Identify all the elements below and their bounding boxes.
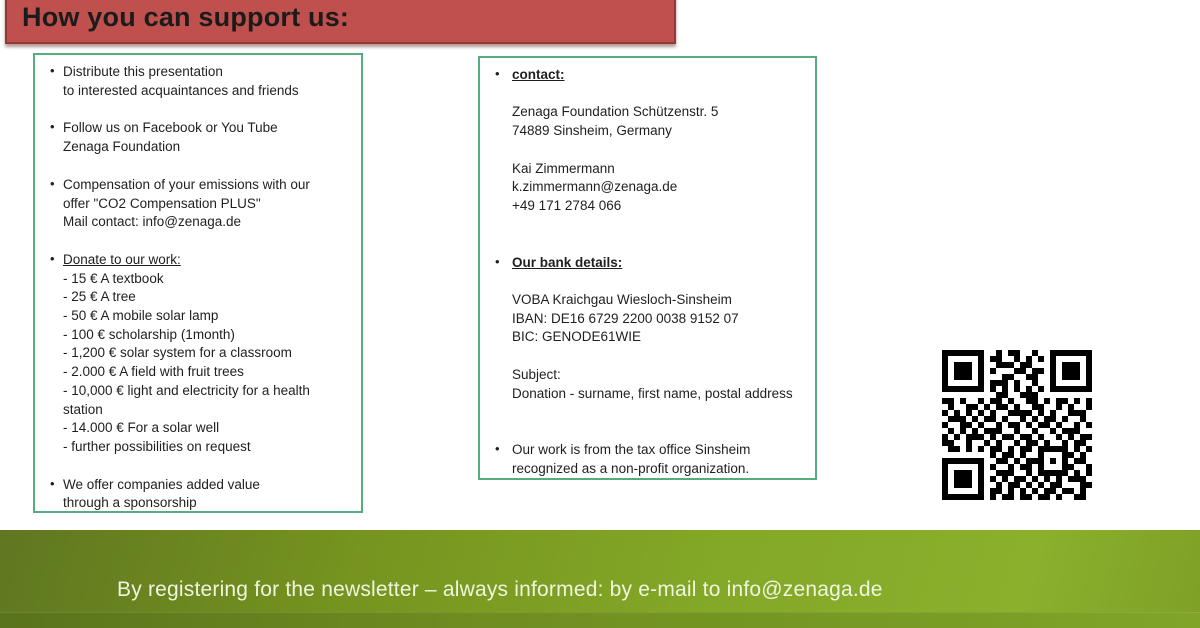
qr-module <box>966 482 972 488</box>
qr-module <box>966 374 972 380</box>
qr-module <box>1086 434 1092 440</box>
item-line: Follow us on Facebook or You Tube <box>63 120 278 136</box>
item-line: - further possibilities on request <box>63 438 251 454</box>
bullet-item <box>493 66 809 216</box>
item-line: to interested acquaintances and friends <box>63 82 299 98</box>
qr-module <box>1086 482 1092 488</box>
qr-module <box>954 434 960 440</box>
item-line: Distribute this presentation <box>63 64 223 79</box>
item-line: IBAN: DE16 6729 2200 0038 9152 07 <box>512 310 739 326</box>
qr-module <box>954 446 960 452</box>
qr-module <box>1026 446 1032 452</box>
item-line: We offer companies added value <box>63 476 260 492</box>
bullet-icon: • <box>50 175 55 191</box>
item-heading: Our bank details: <box>512 254 623 270</box>
bullet-icon: • <box>495 441 500 457</box>
qr-module <box>1044 494 1050 500</box>
qr-module <box>1062 416 1068 422</box>
qr-module <box>990 494 996 500</box>
qr-module <box>1074 398 1080 404</box>
item-line: through a sponsorship <box>63 495 197 511</box>
bullet-icon: • <box>50 475 55 491</box>
item-line: Compensation of your emissions with our <box>63 176 310 192</box>
item-line: +49 171 2784 066 <box>512 197 622 213</box>
item-line <box>512 272 809 291</box>
qr-module <box>1086 404 1092 410</box>
qr-module <box>978 446 984 452</box>
footer-newsletter-text: By registering for the newsletter – always informed: by e-mail to info@zenaga.de <box>117 578 883 601</box>
bullet-icon: • <box>50 119 55 135</box>
item-line: - 15 € A textbook <box>63 270 164 286</box>
bullet-icon: • <box>50 63 55 78</box>
item-line: 74889 Sinsheim, Germany <box>512 123 672 139</box>
qr-module <box>1086 446 1092 452</box>
qr-module <box>978 386 984 392</box>
qr-module <box>1044 398 1050 404</box>
bullet-content <box>63 176 355 232</box>
bullet-icon: • <box>495 66 500 81</box>
item-line: - 14.000 € For a solar well <box>63 420 220 436</box>
bullet-content <box>63 119 355 156</box>
qr-module <box>1038 356 1044 362</box>
qr-code <box>942 350 1092 500</box>
qr-module <box>1086 470 1092 476</box>
page-title: How you can support us: <box>22 1 350 32</box>
item-line: Zenaga Foundation <box>63 139 181 155</box>
item-line: Donation - surname, first name, postal address <box>512 385 793 401</box>
bullet-item <box>493 254 809 404</box>
title-bar <box>5 0 676 44</box>
item-line: Zenaga Foundation Schützenstr. 5 <box>512 104 719 120</box>
item-heading: contact: <box>512 67 565 82</box>
qr-module <box>978 494 984 500</box>
bullet-item <box>48 251 355 457</box>
item-line: - 1,200 € solar system for a classroom <box>63 345 292 361</box>
item-line: - 2.000 € A field with fruit trees <box>63 364 244 380</box>
qr-module <box>1056 404 1062 410</box>
qr-module <box>1080 494 1086 500</box>
left-box <box>33 53 363 513</box>
item-line <box>512 141 809 160</box>
bullet-icon: • <box>50 250 55 266</box>
qr-module <box>1008 494 1014 500</box>
item-line: recognized as a non-profit organization. <box>512 460 750 476</box>
bullet-item <box>493 441 809 478</box>
item-line: BIC: GENODE61WIE <box>512 329 642 345</box>
bullet-item <box>48 119 355 156</box>
footer-bottom-strip <box>0 612 1200 628</box>
bullet-item <box>48 63 355 100</box>
item-line: - 50 € A mobile solar lamp <box>63 308 219 324</box>
item-line: - 10,000 € light and electricity for a health <box>63 382 310 398</box>
qr-module <box>1026 494 1032 500</box>
item-line: k.zimmermann@zenaga.de <box>512 179 678 195</box>
qr-module <box>1050 458 1056 464</box>
qr-module <box>1038 386 1044 392</box>
item-line: offer "CO2 Compensation PLUS" <box>63 195 261 211</box>
item-line: Subject: <box>512 366 561 382</box>
item-line: - 100 € scholarship (1month) <box>63 326 235 342</box>
item-heading: Donate to our work: <box>63 251 181 267</box>
item-line: - 25 € A tree <box>63 289 136 305</box>
qr-module <box>1074 374 1080 380</box>
qr-module <box>1038 368 1044 374</box>
item-line: VOBA Kraichgau Wiesloch-Sinsheim <box>512 292 732 308</box>
qr-module <box>990 368 996 374</box>
bullet-content <box>63 251 355 457</box>
qr-module <box>1086 422 1092 428</box>
bullet-content <box>63 63 355 100</box>
item-line <box>512 85 809 104</box>
bullet-content <box>512 441 809 478</box>
bullet-item <box>48 176 355 232</box>
item-line: station <box>63 401 103 417</box>
item-line <box>512 347 809 366</box>
qr-module <box>966 446 972 452</box>
qr-module <box>1086 386 1092 392</box>
item-line: Our work is from the tax office Sinsheim <box>512 442 751 458</box>
bullet-icon: • <box>495 253 500 269</box>
bullet-content <box>512 254 809 404</box>
qr-module <box>1056 494 1062 500</box>
item-line: Kai Zimmermann <box>512 160 615 176</box>
right-box <box>478 56 817 480</box>
item-line: Mail contact: info@zenaga.de <box>63 214 242 230</box>
bullet-content <box>512 66 809 216</box>
bullet-content <box>63 476 355 513</box>
bullet-item <box>48 476 355 513</box>
